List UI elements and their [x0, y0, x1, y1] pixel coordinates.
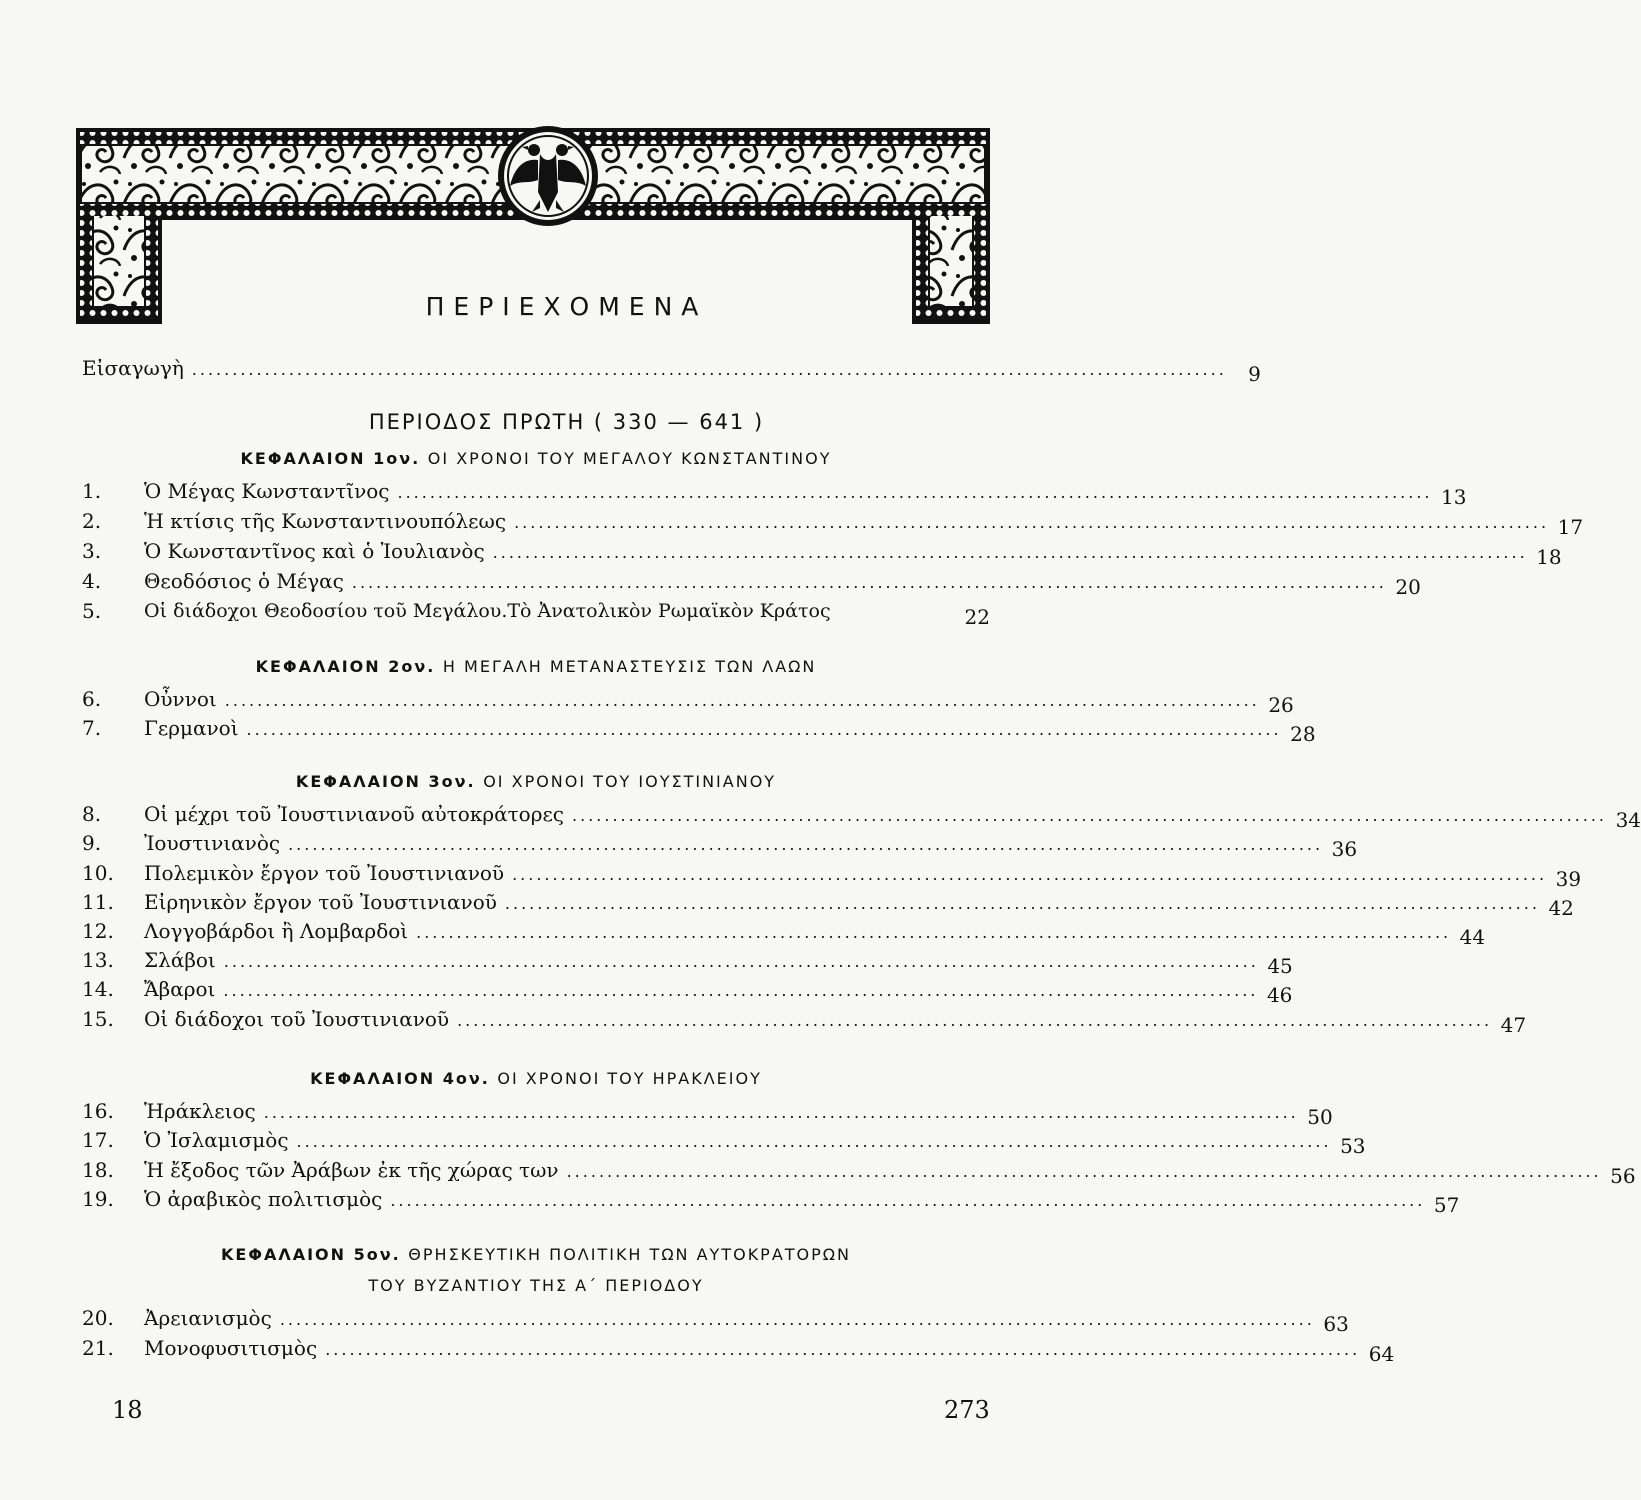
toc-entry-title: Οὖννοι	[144, 687, 217, 711]
toc-entry-title: Οἱ διάδοχοι τοῦ Ἰουστινιανοῦ	[144, 1007, 450, 1031]
leader-dots: ................................................................................................................................	[279, 1310, 1315, 1329]
toc-entry-number: 9.	[82, 831, 102, 855]
toc-entry-number: 7.	[82, 716, 102, 740]
toc-entry-number: 18.	[82, 1158, 114, 1182]
leader-dots: ................................................................................................................................	[224, 691, 1260, 710]
toc-entry-page: 57	[1433, 1193, 1460, 1217]
leader-dots: ................................................................................................................................	[492, 543, 1528, 562]
toc-entry[interactable]	[82, 825, 1358, 861]
toc-entry-title: Ὁ ἀραβικὸς πολιτισμὸς	[144, 1187, 383, 1211]
toc-entry-page: 34	[1615, 808, 1641, 832]
toc-entry-title: Ἄβαροι	[144, 977, 216, 1001]
toc-entry-number: 17.	[82, 1128, 114, 1152]
leader-dots: ................................................................................................................................	[514, 513, 1550, 532]
toc-entry[interactable]	[82, 1330, 1395, 1366]
toc-entry-number: 3.	[82, 539, 102, 563]
toc-entry-number: 8.	[82, 802, 102, 826]
toc-entry-page: 20	[1395, 575, 1421, 599]
toc-entry-number: 11.	[82, 890, 114, 914]
toc-entry-title: Σλάβοι	[144, 948, 216, 972]
toc-entry-number: 12.	[82, 919, 114, 943]
toc-entry-number: 19.	[82, 1187, 114, 1211]
toc-entry-page: 26	[1268, 693, 1294, 717]
toc-entry-page: 56	[1610, 1164, 1636, 1188]
toc-entry-title: Εἰρηνικὸν ἔργον τοῦ Ἰουστινιανοῦ	[144, 890, 497, 914]
chapter-heading	[82, 1069, 990, 1088]
toc-entry-intro[interactable]	[82, 350, 1261, 386]
leader-dots: ................................................................................................................................	[296, 1132, 1332, 1151]
leader-dots: ................................................................................................................................	[325, 1340, 1361, 1359]
toc-entry-page: 45	[1267, 954, 1293, 978]
toc-entry[interactable]	[82, 533, 1562, 569]
toc-entry-number: 21.	[82, 1336, 114, 1360]
chapter-title: ΘΡΗΣΚΕΥΤΙΚΗ ΠΟΛΙΤΙΚΗ ΤΩΝ ΑΥΤΟΚΡΑΤΟΡΩΝ	[408, 1245, 851, 1264]
chapter-label: ΚΕΦΑΛΑΙΟΝ 1ον.	[240, 449, 421, 468]
chapter-title: ΟΙ ΧΡΟΝΟΙ ΤΟΥ ΙΟΥΣΤΙΝΙΑΝΟΥ	[483, 772, 777, 791]
toc-entry-page: 63	[1323, 1312, 1349, 1336]
toc-entry[interactable]	[82, 1093, 1333, 1129]
toc-entry-page: 44	[1459, 925, 1486, 949]
toc-entry-number: 6.	[82, 687, 102, 711]
leader-dots: ................................................................................................................................	[390, 1191, 1426, 1210]
chapter-heading	[82, 772, 990, 791]
period-heading: ΠΕΡΙΟΔΟΣ ΠΡΩΤΗ ( 330 — 641 )	[368, 410, 765, 434]
toc-entry-number: 15.	[82, 1007, 114, 1031]
chapter-label: ΚΕΦΑΛΑΙΟΝ 2ον.	[255, 657, 436, 676]
toc-entry[interactable]	[82, 1122, 1366, 1158]
toc-entry-title: Εἰσαγωγὴ	[82, 356, 184, 380]
toc-entry-title: Μονοφυσιτισμὸς	[144, 1336, 318, 1360]
toc-entry-page: 22	[964, 605, 990, 629]
chapter-title: ΟΙ ΧΡΟΝΟΙ ΤΟΥ ΜΕΓΑΛΟΥ ΚΩΝΣΤΑΝΤΙΝΟΥ	[427, 449, 832, 468]
toc-entry[interactable]	[82, 913, 1486, 949]
toc-entry-number: 14.	[82, 977, 114, 1001]
leader-dots: ................................................................................................................................	[351, 573, 1387, 592]
toc-entry[interactable]	[82, 884, 1574, 920]
toc-entry[interactable]	[82, 473, 1467, 509]
toc-entry-title: Ὁ Ἰσλαμισμὸς	[144, 1128, 289, 1152]
toc-entry[interactable]	[82, 1001, 1527, 1037]
toc-entry-number: 5.	[82, 599, 102, 623]
toc-entry-page: 36	[1331, 837, 1358, 861]
toc-entry-title: Ἡράκλειος	[144, 1099, 256, 1123]
leader-dots: ................................................................................................................................	[223, 952, 1259, 971]
toc-entry-page: 47	[1500, 1013, 1527, 1037]
chapter-heading	[82, 657, 990, 676]
leader-dots: ................................................................................................................................	[504, 894, 1540, 913]
toc-entry-page: 9	[1248, 362, 1261, 386]
toc-entry-title: Οἱ διάδοχοι Θεοδοσίου τοῦ Μεγάλου.Τὸ Ἀνατολικὸν Ρωμαϊκὸν Κράτος	[144, 600, 831, 622]
toc-entry[interactable]	[82, 563, 1421, 599]
leader-dots: ................................................................................................................................	[223, 981, 1259, 1000]
toc-entry-title: Ὁ Κωνσταντῖνος καὶ ὁ Ἰουλιανὸς	[144, 539, 485, 563]
toc-entry-page: 17	[1557, 515, 1584, 539]
toc-entry[interactable]	[82, 593, 990, 629]
toc-entry[interactable]	[82, 1300, 1349, 1336]
folio-right: 273	[944, 1396, 990, 1424]
chapter-title: Η ΜΕΓΑΛΗ ΜΕΤΑΝΑΣΤΕΥΣΙΣ ΤΩΝ ΛΑΩΝ	[442, 657, 817, 676]
toc-entry[interactable]	[82, 1152, 1636, 1188]
leader-dots: ................................................................................................................................	[263, 1103, 1299, 1122]
toc-entry-page: 50	[1307, 1105, 1333, 1129]
leader-dots: ................................................................................................................................	[512, 865, 1548, 884]
toc-entry-title: Λογγοβάρδοι ἢ Λομβαρδοὶ	[144, 919, 409, 943]
toc-entry-page: 53	[1340, 1134, 1366, 1158]
toc-entry-title: Ἡ κτίσις τῆς Κωνσταντινουπόλεως	[144, 509, 507, 533]
toc-entry-title: Ἡ ἔξοδος τῶν Ἀράβων ἐκ τῆς χώρας των	[144, 1158, 559, 1182]
chapter-heading	[82, 449, 990, 468]
chapter-label: ΚΕΦΑΛΑΙΟΝ 5ον.	[221, 1245, 401, 1264]
toc-entry-title: Οἱ μέχρι τοῦ Ἰουστινιανοῦ αὐτοκράτορες	[144, 802, 565, 826]
chapter-title-continued: ΤΟΥ ΒΥΖΑΝΤΙΟΥ ΤΗΣ Α΄ ΠΕΡΙΟΔΟΥ	[368, 1276, 704, 1295]
leader-dots: ................................................................................................................................	[191, 360, 1227, 379]
toc-entry-title: Πολεμικὸν ἔργον τοῦ Ἰουστινιανοῦ	[144, 861, 505, 885]
leader-dots: ................................................................................................................................	[288, 835, 1324, 854]
toc-entry[interactable]	[82, 796, 1641, 832]
toc-entry-title: Ὁ Μέγας Κωνσταντῖνος	[144, 479, 390, 503]
leader-dots: ................................................................................................................................	[566, 1162, 1602, 1181]
toc-entry[interactable]	[82, 1181, 1460, 1217]
leader-dots: ................................................................................................................................	[397, 483, 1433, 502]
toc-entry-page: 39	[1555, 867, 1582, 891]
toc-entry-number: 20.	[82, 1306, 114, 1330]
toc-entry[interactable]	[82, 503, 1584, 539]
toc-entry-number: 13.	[82, 948, 114, 972]
chapter-label: ΚΕΦΑΛΑΙΟΝ 4ον.	[310, 1069, 490, 1088]
leader-dots: ................................................................................................................................	[246, 720, 1282, 739]
toc-entry-number: 2.	[82, 509, 102, 533]
leader-dots: ................................................................................................................................	[572, 806, 1608, 825]
toc-entry-page: 42	[1548, 896, 1574, 920]
toc-entry[interactable]	[82, 942, 1293, 978]
toc-entry-page: 28	[1290, 722, 1316, 746]
toc-entry[interactable]	[82, 681, 1294, 717]
folio-left: 18	[112, 1396, 143, 1424]
toc-entry-page: 13	[1441, 485, 1467, 509]
page-title: ΠΕΡΙΕΧΟΜΕΝΑ	[425, 292, 708, 321]
toc-entry-number: 16.	[82, 1099, 114, 1123]
chapter-label: ΚΕΦΑΛΑΙΟΝ 3ον.	[295, 772, 476, 791]
leader-dots: ................................................................................................................................	[416, 923, 1452, 942]
toc-entry[interactable]	[82, 710, 1316, 746]
toc-entry[interactable]	[82, 855, 1582, 891]
toc-entry-title: Γερμανοὶ	[144, 716, 239, 740]
toc-entry-number: 4.	[82, 569, 102, 593]
toc-entry[interactable]	[82, 971, 1293, 1007]
chapter-heading	[82, 1245, 990, 1264]
toc-entry-page: 64	[1368, 1342, 1395, 1366]
leader-dots: ................................................................................................................................	[457, 1011, 1493, 1030]
toc-entry-page: 46	[1266, 983, 1293, 1007]
toc-entry-title: Ἰουστινιανὸς	[144, 831, 281, 855]
toc-entry-page: 18	[1536, 545, 1562, 569]
toc-entry-title: Ἀρειανισμὸς	[144, 1306, 272, 1330]
toc-entry-title: Θεοδόσιος ὁ Μέγας	[144, 569, 344, 593]
toc-entry-number: 1.	[82, 479, 102, 503]
toc-entry-number: 10.	[82, 861, 114, 885]
chapter-title: ΟΙ ΧΡΟΝΟΙ ΤΟΥ ΗΡΑΚΛΕΙΟΥ	[497, 1069, 762, 1088]
